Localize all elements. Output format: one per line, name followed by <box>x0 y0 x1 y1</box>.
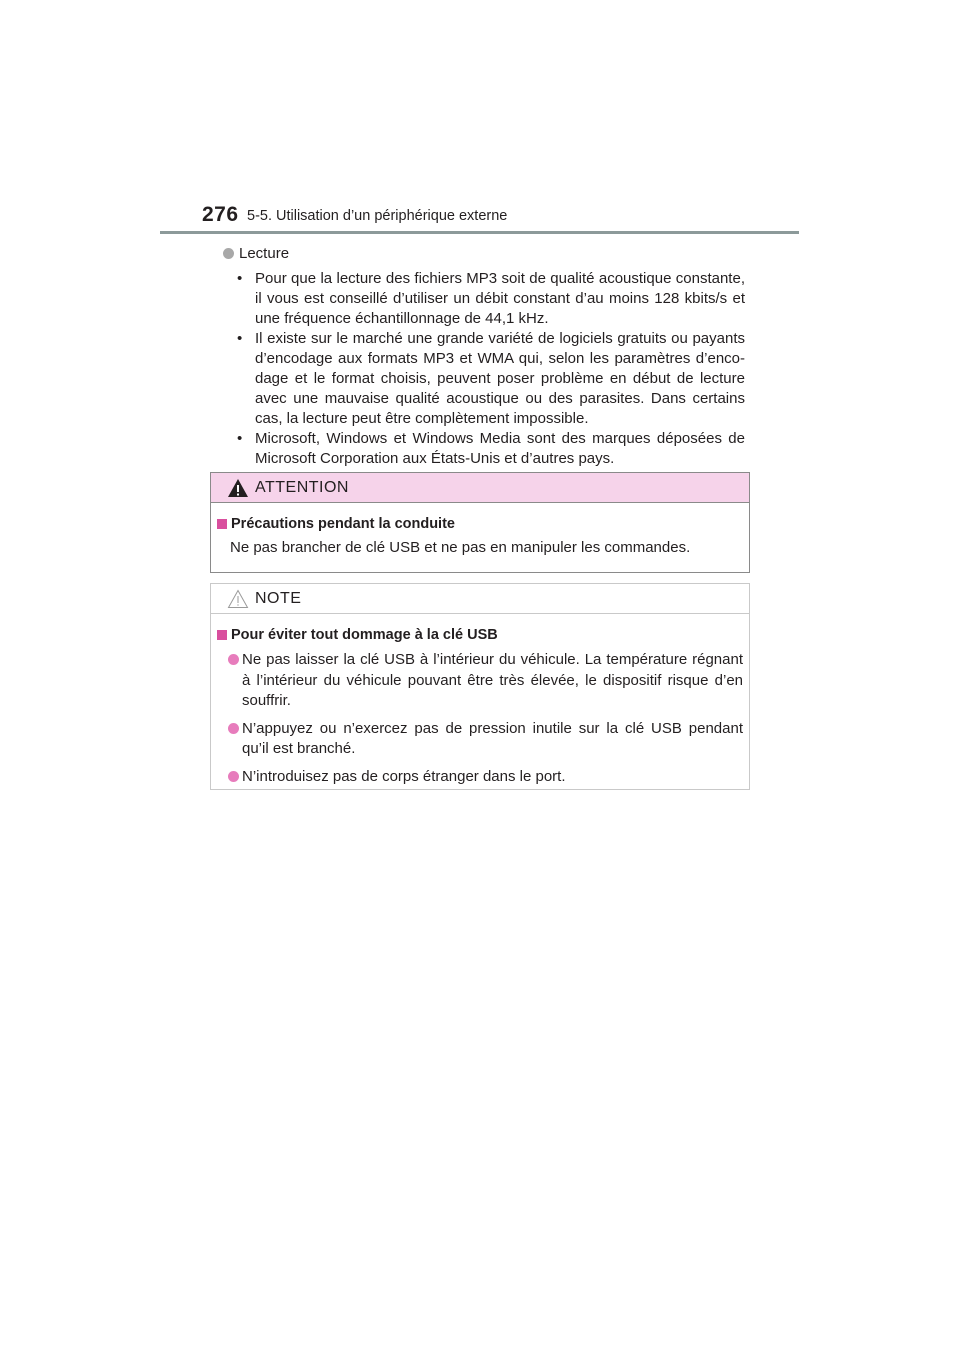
header-rule <box>160 231 799 234</box>
lecture-heading: Lecture <box>239 244 290 262</box>
attention-heading: Précautions pendant la conduite <box>231 516 455 532</box>
circle-bullet-icon <box>228 771 239 782</box>
lecture-list <box>223 269 745 469</box>
bullet-dot-icon: • <box>237 270 243 287</box>
lecture-heading-row <box>223 243 745 263</box>
lecture-item-text: Pour que la lecture des fichiers MP3 soit de qualité acoustique constante, il vous est conseillé d’utiliser un débit constant d’au moins 128 kbits/s et une fréquence échantillonnage de 44,1 kHz. <box>255 270 745 327</box>
bullet-dot-icon: • <box>237 330 243 347</box>
attention-body <box>211 503 749 559</box>
note-item-text: N’appuyez ou n’exercez pas de pression inutile sur la clé USB pendant qu’il est branché. <box>242 719 743 757</box>
note-heading-row <box>217 624 743 646</box>
attention-box <box>210 472 750 573</box>
square-bullet-icon <box>217 519 227 529</box>
section-title: 5-5. Utilisation d’un périphérique externe <box>247 208 508 224</box>
bullet-dot-icon: • <box>237 430 243 447</box>
note-title: NOTE <box>255 589 302 607</box>
attention-text: Ne pas brancher de clé USB et ne pas en manipuler les commandes. <box>230 539 691 556</box>
list-item <box>217 719 743 760</box>
warning-triangle-icon <box>227 478 249 498</box>
list-item <box>217 767 743 788</box>
note-header <box>211 584 749 614</box>
list-item <box>223 329 745 429</box>
lecture-item-text: Microsoft, Windows et Windows Media sont des marques déposées de Microsoft Corporation aux États-Unis et d’autres pays. <box>255 430 745 467</box>
attention-title: ATTENTION <box>255 478 349 496</box>
lecture-section <box>223 243 745 469</box>
attention-heading-row <box>217 513 743 535</box>
lecture-item-text: Il existe sur le marché une grande variété de logiciels gratuits ou payants d’encodage aux formats MP3 et WMA qui, selon les paramètres d’enco- dage et le format choisis, peuvent poser problème en début de lecture avec une mauvaise qualité acoustique ou des parasites. Dans certains cas, la lecture peut être complètement impossible. <box>255 330 745 427</box>
circle-bullet-icon <box>228 723 239 734</box>
attention-header <box>211 473 749 503</box>
circle-bullet-icon <box>223 248 234 259</box>
note-item-text: N’introduisez pas de corps étranger dans le port. <box>242 767 566 785</box>
list-item <box>223 429 745 469</box>
note-box <box>210 583 750 790</box>
page-number: 276 <box>202 203 239 226</box>
circle-bullet-icon <box>228 654 239 665</box>
note-heading: Pour éviter tout dommage à la clé USB <box>231 627 498 643</box>
note-item-text: Ne pas laisser la clé USB à l’intérieur du véhicule. La température régnant à l’intérieur du véhicule pouvant être très élevée, le dispositif risque d’en souffrir. <box>242 651 743 709</box>
note-body <box>211 614 749 787</box>
square-bullet-icon <box>217 630 227 640</box>
list-item <box>217 650 743 712</box>
caution-triangle-icon <box>227 589 249 609</box>
list-item <box>223 269 745 329</box>
